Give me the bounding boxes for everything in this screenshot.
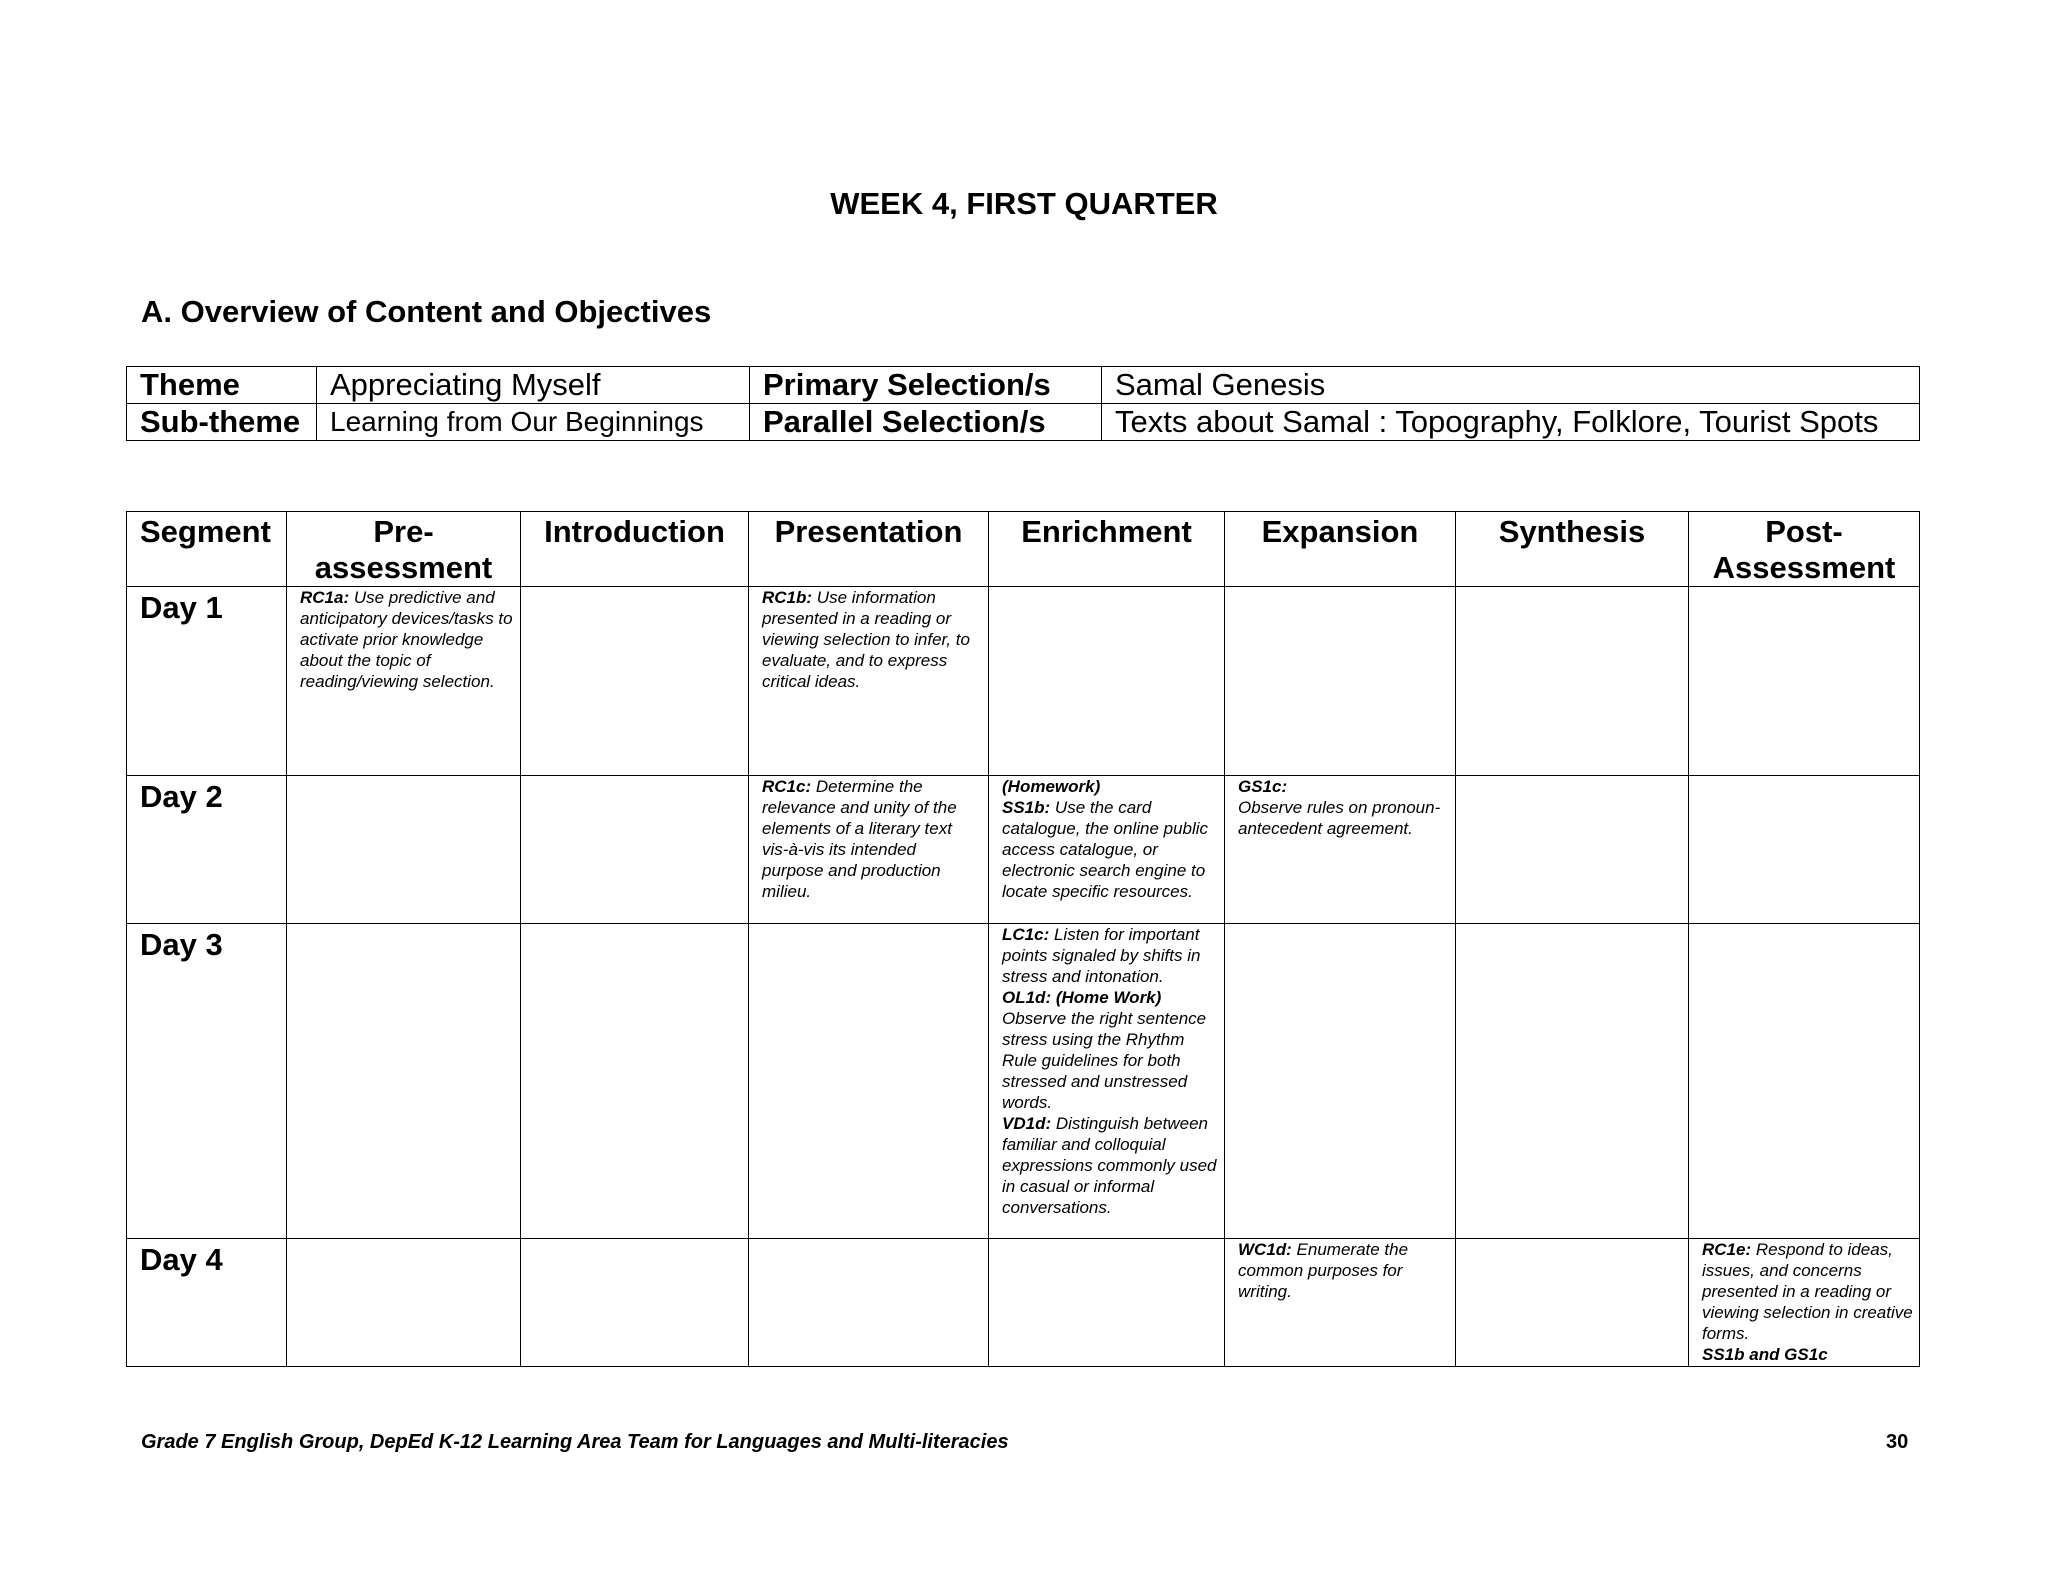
lesson-table xyxy=(126,511,1920,1367)
day-row-2 xyxy=(127,776,1920,924)
objective-code: RC1b: xyxy=(762,588,813,607)
day1-expansion xyxy=(1225,587,1456,776)
day1-introduction xyxy=(521,587,749,776)
day2-post-assessment xyxy=(1689,776,1920,924)
header-synthesis: Synthesis xyxy=(1456,512,1689,587)
objective-code: WC1d: xyxy=(1238,1240,1292,1259)
day-label: Day 4 xyxy=(127,1239,287,1367)
day3-introduction xyxy=(521,924,749,1239)
header-introduction: Introduction xyxy=(521,512,749,587)
day3-presentation xyxy=(749,924,989,1239)
day3-expansion xyxy=(1225,924,1456,1239)
day4-expansion xyxy=(1225,1239,1456,1367)
day2-presentation xyxy=(749,776,989,924)
subtheme-value: Learning from Our Beginnings xyxy=(317,404,750,441)
page-number: 30 xyxy=(1886,1431,1909,1453)
header-post-assessment: Post- Assessment xyxy=(1689,512,1920,587)
day3-synthesis xyxy=(1456,924,1689,1239)
parallel-selection-label: Parallel Selection/s xyxy=(750,404,1102,441)
overview-row-subtheme xyxy=(127,404,1920,441)
header-presentation: Presentation xyxy=(749,512,989,587)
day1-presentation xyxy=(749,587,989,776)
objective-text: Determine the relevance and unity of the elements of a literary text vis-à-vis its intended purpose and production milieu. xyxy=(762,777,957,901)
day1-synthesis xyxy=(1456,587,1689,776)
objective-text: Use predictive and anticipatory devices/tasks to activate prior knowledge about the topic of reading/viewing selection. xyxy=(300,588,513,691)
objective-code: SS1b: xyxy=(1002,798,1051,817)
objective-text: Use the card catalogue, the online public access catalogue, or electronic search engine to locate specific resources. xyxy=(1002,798,1209,901)
day2-expansion xyxy=(1225,776,1456,924)
objective-text: Observe the right sentence stress using the Rhythm Rule guidelines for both stressed and unstressed words. xyxy=(1002,1009,1207,1112)
day2-introduction xyxy=(521,776,749,924)
objective-text: Listen for important points signaled by shifts in stress and intonation. xyxy=(1002,925,1201,986)
header-segment: Segment xyxy=(127,512,287,587)
day2-enrichment xyxy=(989,776,1225,924)
day-label: Day 3 xyxy=(127,924,287,1239)
day-label: Day 2 xyxy=(127,776,287,924)
objective-code: LC1c: xyxy=(1002,925,1050,944)
theme-label: Theme xyxy=(127,367,317,404)
day4-pre-assessment xyxy=(287,1239,521,1367)
objective-code-extra: SS1b and GS1c xyxy=(1702,1345,1828,1364)
header-pre-assessment: Pre- assessment xyxy=(287,512,521,587)
objective-text: Distinguish between familiar and colloquial expressions commonly used in casual or informal conversations. xyxy=(1002,1114,1217,1217)
day1-post-assessment xyxy=(1689,587,1920,776)
day4-introduction xyxy=(521,1239,749,1367)
homework-tag: (Homework) xyxy=(1002,777,1101,796)
day2-synthesis xyxy=(1456,776,1689,924)
day-row-3 xyxy=(127,924,1920,1239)
day4-enrichment xyxy=(989,1239,1225,1367)
objective-code: VD1d: xyxy=(1002,1114,1052,1133)
overview-row-theme xyxy=(127,367,1920,404)
footer-text: Grade 7 English Group, DepEd K-12 Learning Area Team for Languages and Multi-literacies xyxy=(141,1431,1009,1453)
objective-text: Observe rules on pronoun-antecedent agreement. xyxy=(1238,798,1441,838)
objective-lc1c xyxy=(1002,924,1218,987)
lesson-header-row xyxy=(127,512,1920,587)
objective-code: RC1c: xyxy=(762,777,812,796)
objective-code: RC1a: xyxy=(300,588,350,607)
subtheme-label: Sub-theme xyxy=(127,404,317,441)
day3-post-assessment xyxy=(1689,924,1920,1239)
objective-text: Enumerate the common purposes for writing. xyxy=(1238,1240,1409,1301)
objective-vd1d xyxy=(1002,1113,1218,1218)
day3-enrichment xyxy=(989,924,1225,1239)
day-label: Day 1 xyxy=(127,587,287,776)
day4-presentation xyxy=(749,1239,989,1367)
day1-enrichment xyxy=(989,587,1225,776)
day4-post-assessment xyxy=(1689,1239,1920,1367)
objective-code: RC1e: xyxy=(1702,1240,1752,1259)
theme-value: Appreciating Myself xyxy=(317,367,750,404)
objective-code: OL1d: (Home Work) xyxy=(1002,988,1162,1007)
objective-code: GS1c: xyxy=(1238,777,1288,796)
day2-pre-assessment xyxy=(287,776,521,924)
objective-text: Respond to ideas, issues, and concerns presented in a reading or viewing selection in creative forms. xyxy=(1702,1240,1913,1343)
day4-synthesis xyxy=(1456,1239,1689,1367)
day3-pre-assessment xyxy=(287,924,521,1239)
primary-selection-label: Primary Selection/s xyxy=(750,367,1102,404)
parallel-selection-value: Texts about Samal : Topography, Folklore, Tourist Spots xyxy=(1102,404,1920,441)
day-row-4 xyxy=(127,1239,1920,1367)
header-expansion: Expansion xyxy=(1225,512,1456,587)
day-row-1 xyxy=(127,587,1920,776)
day1-pre-assessment xyxy=(287,587,521,776)
header-enrichment: Enrichment xyxy=(989,512,1225,587)
objective-text: Use information presented in a reading or viewing selection to infer, to evaluate, and to express critical ideas. xyxy=(762,588,970,691)
overview-table xyxy=(126,366,1920,441)
section-heading: A. Overview of Content and Objectives xyxy=(141,294,712,329)
primary-selection-value: Samal Genesis xyxy=(1102,367,1920,404)
page-title: WEEK 4, FIRST QUARTER xyxy=(830,186,1218,221)
